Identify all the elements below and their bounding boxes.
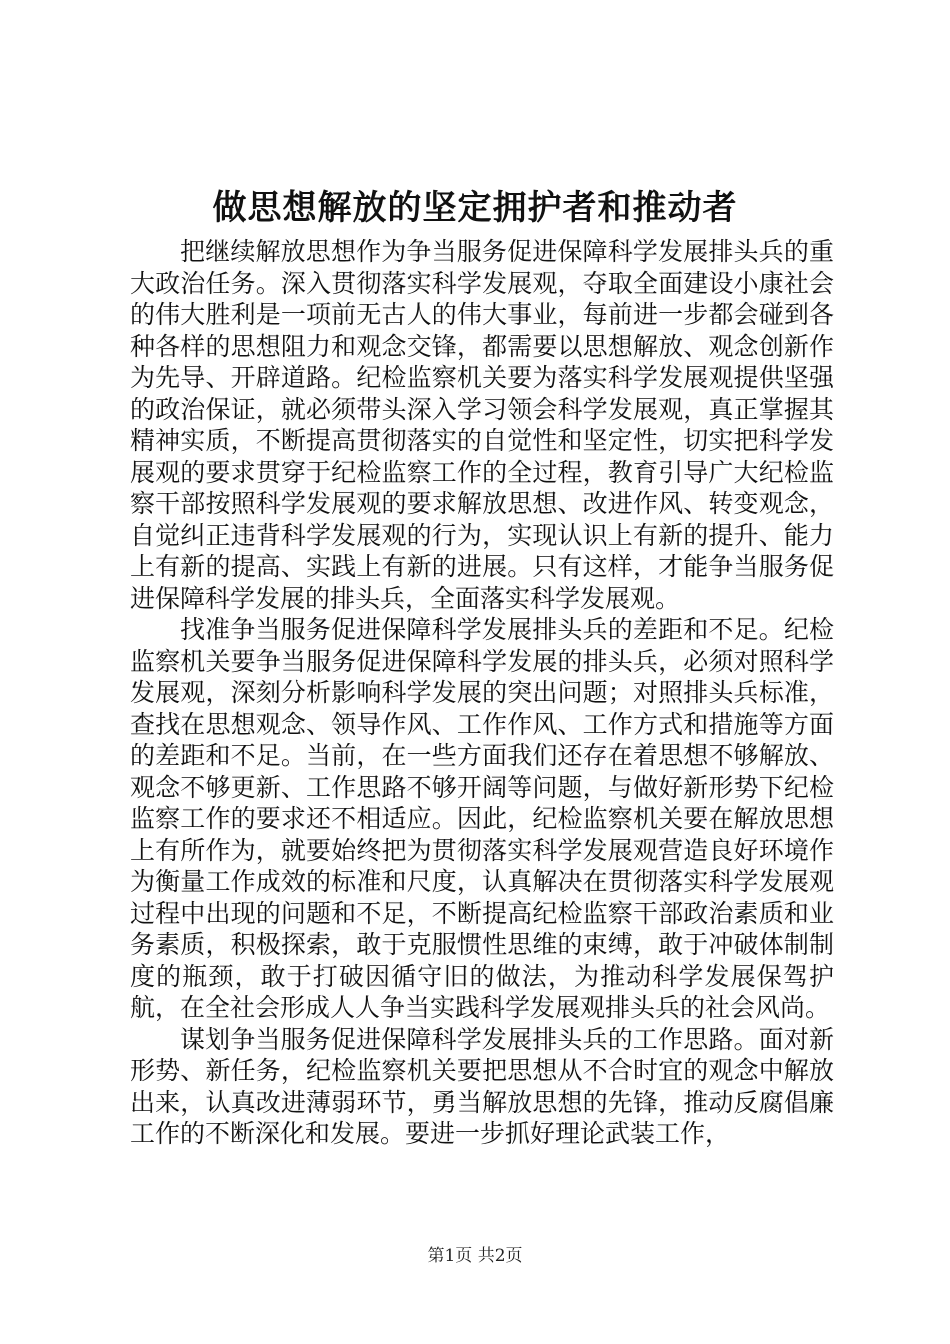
page-number-footer: 第1页 共2页 [427, 1246, 523, 1266]
document-title: 做思想解放的坚定拥护者和推动者 [212, 188, 738, 228]
document-body [130, 236, 834, 1150]
paragraph-2: 找准争当服务促进保障科学发展排头兵的差距和不足。纪检监察机关要争当服务促进保障科学发展的排头兵，必须对照科学发展观，深刻分析影响科学发展的突出问题；对照排头兵标准，查找在思想观念、领导作风、工作作风、工作方式和措施等方面的差距和不足。当前，在一些方面我们还存在着思想不够解放、观念不够更新、工作思路不够开阔等问题，与做好新形势下纪检监察工作的要求还不相适应。因此，纪检监察机关要在解放思想上有所作为，就要始终把为贯彻落实科学发展观营造良好环境作为衡量工作成效的标准和尺度，认真解决在贯彻落实科学发展观过程中出现的问题和不足，不断提高纪检监察干部政治素质和业务素质，积极探索，敢于克服惯性思维的束缚，敢于冲破体制制度的瓶颈，敢于打破因循守旧的做法，为推动科学发展保驾护航，在全社会形成人人争当实践科学发展观排头兵的社会风尚。 [130, 615, 834, 1022]
paragraph-1: 把继续解放思想作为争当服务促进保障科学发展排头兵的重大政治任务。深入贯彻落实科学发展观，夺取全面建设小康社会的伟大胜利是一项前无古人的伟大事业，每前进一步都会碰到各种各样的思想阻力和观念交锋，都需要以思想解放、观念创新作为先导、开辟道路。纪检监察机关要为落实科学发展观提供坚强的政治保证，就必须带头深入学习领会科学发展观，真正掌握其精神实质，不断提高贯彻落实的自觉性和坚定性，切实把科学发展观的要求贯穿于纪检监察工作的全过程，教育引导广大纪检监察干部按照科学发展观的要求解放思想、改进作风、转变观念，自觉纠正违背科学发展观的行为，实现认识上有新的提升、能力上有新的提高、实践上有新的进展。只有这样，才能争当服务促进保障科学发展的排头兵，全面落实科学发展观。 [130, 237, 834, 613]
paragraph-3: 谋划争当服务促进保障科学发展排头兵的工作思路。面对新形势、新任务，纪检监察机关要把思想从不合时宜的观念中解放出来，认真改进薄弱环节，勇当解放思想的先锋，推动反腐倡廉工作的不断深化和发展。要进一步抓好理论武装工作， [130, 1024, 834, 1148]
